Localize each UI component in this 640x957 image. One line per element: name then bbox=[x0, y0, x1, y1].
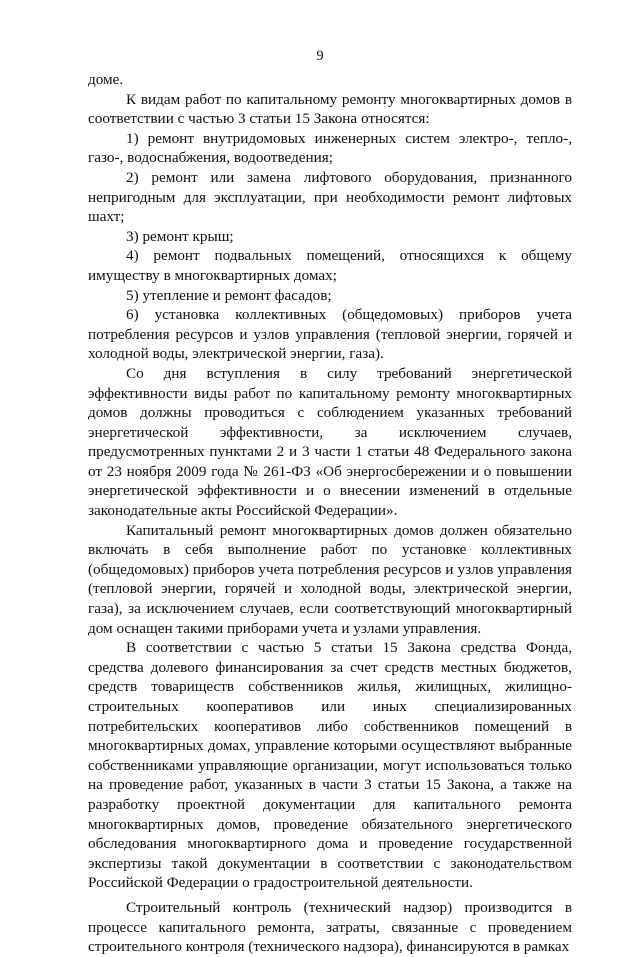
list-item: 5) утепление и ремонт фасадов; bbox=[126, 286, 332, 304]
body-text bbox=[88, 70, 572, 957]
list-item: 4) ремонт подвальных помещений, относящихся к общему имуществу в многоквартирных домах; bbox=[88, 247, 572, 284]
list-item: 2) ремонт или замена лифтового оборудования, признанного непригодным для эксплуатации, при необходимости ремонт лифтовых шахт; bbox=[88, 168, 572, 226]
paragraph: К видам работ по капитальному ремонту многоквартирных домов в соответствии с частью 3 статьи 15 Закона относятся: bbox=[88, 90, 572, 128]
paragraph: В соответствии с частью 5 статьи 15 Закона средства Фонда, средства долевого финансирования за счет средств местных бюджетов, средств товариществ собственников жилья, жилищных, жилищно-строительных кооперативов или иных специализированных потребительских кооперативов либо собственников помещений в многоквартирных домах, управление которыми осуществляют выбранные собственниками управляющие организации, могут использоваться только на проведение работ, указанных в части 3 статьи 15 Закона, а также на разработку проектной документации для капитального ремонта многоквартирных домов, проведение обязательного энергетического обследования многоквартирного дома и проведение государственной экспертизы такой документации в соответствии с законодательством Российской Федерации о градостроительной деятельности. bbox=[88, 639, 572, 892]
list-item: 1) ремонт внутридомовых инженерных систем электро-, тепло-, газо-, водоснабжения, водоотведения; bbox=[88, 129, 572, 167]
list-item: 3) ремонт крыш; bbox=[126, 227, 234, 245]
paragraph: доме. bbox=[88, 71, 124, 88]
paragraph: Капитальный ремонт многоквартирных домов должен обязательно включать в себя выполнение работ по установке коллективных (общедомовых) приборов учета потребления ресурсов и узлов управления (тепловой энергии, горячей и холодной воды, электрической энергии, газа), за исключением случаев, если соответствующий многоквартирный дом оснащен такими приборами учета и узлами управления. bbox=[88, 521, 572, 637]
page-number: 9 bbox=[316, 48, 324, 64]
list-item: 6) установка коллективных (общедомовых) приборов учета потребления ресурсов и узлов управления (тепловой энергии, горячей и холодной воды, электрической энергии, газа). bbox=[88, 306, 572, 363]
paragraph: Строительный контроль (технический надзор) производится в процессе капитального ремонта, затраты, связанные с проведением строительного контроля (технического надзора), финансируются в рамках bbox=[88, 898, 572, 956]
paragraph: Со дня вступления в силу требований энергетической эффективности виды работ по капитальному ремонту многоквартирных домов должны проводиться с соблюдением указанных требований энергетической эффективности, за исключением случаев, предусмотренных пунктами 2 и 3 части 1 статьи 48 Федерального закона от 23 ноября 2009 года № 261-ФЗ «Об энергосбережении и о повышении энергетической эффективности и о внесении изменений в отдельные законодательные акты Российской Федерации». bbox=[88, 364, 572, 520]
